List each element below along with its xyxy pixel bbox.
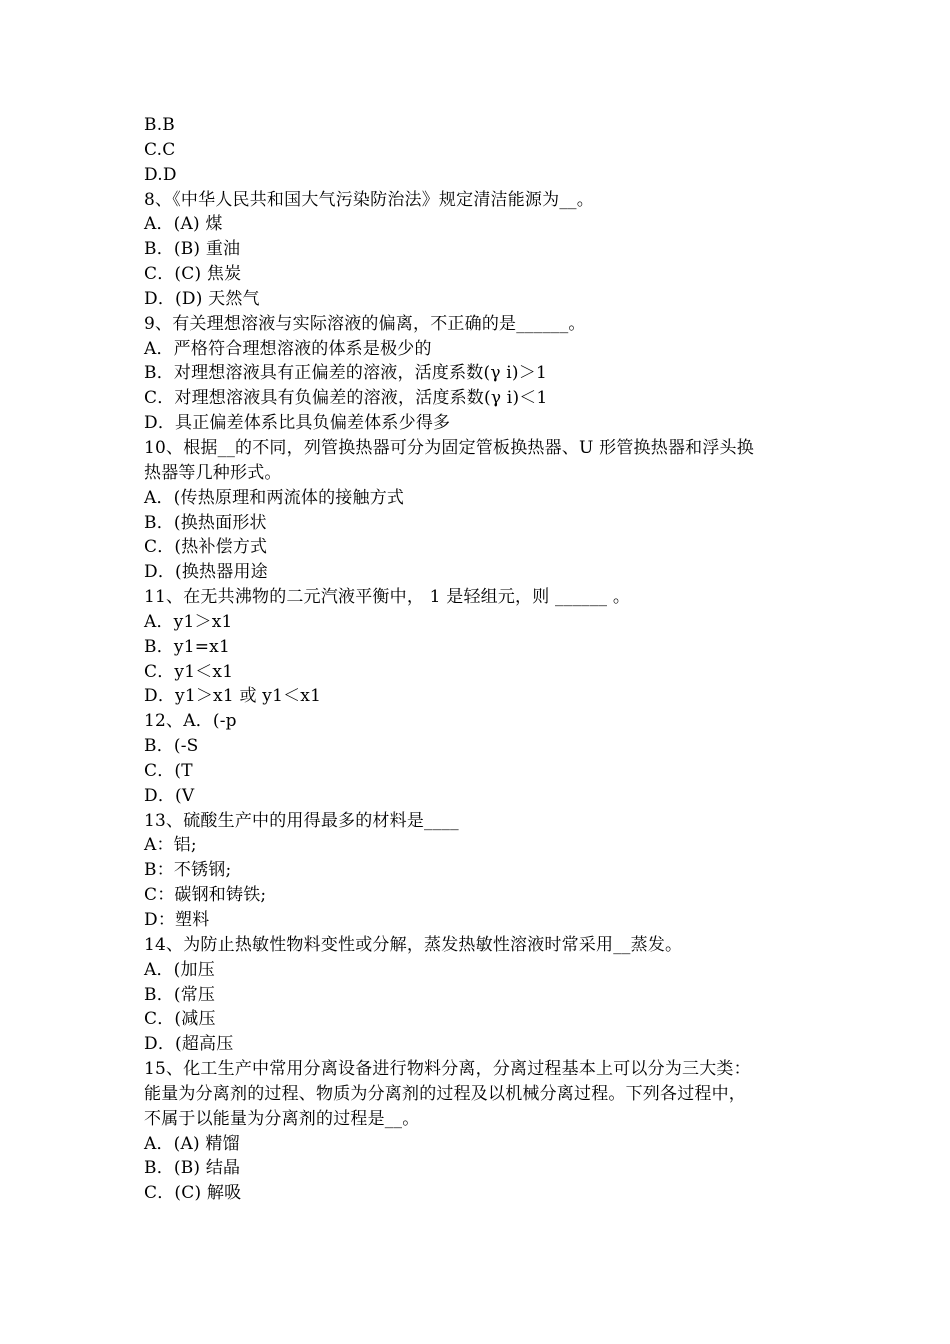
question-9-option-b: B．对理想溶液具有正偏差的溶液，活度系数(γ i)＞1 — [144, 363, 547, 384]
question-14-stem: 14、为防止热敏性物料变性或分解，蒸发热敏性溶液时常采用__蒸发。 — [144, 934, 683, 955]
question-10-stem-continued: 热器等几种形式。 — [144, 462, 282, 483]
question-13-option-b: B：不锈钢; — [144, 860, 232, 881]
text-line: B.B — [144, 115, 175, 135]
question-14-option-b: B．(常压 — [144, 984, 216, 1005]
question-9-option-d: D．具正偏差体系比具负偏差体系少得多 — [144, 413, 451, 434]
question-10-option-a: A．(传热原理和两流体的接触方式 — [144, 487, 405, 508]
question-11-stem: 11、在无共沸物的二元汽液平衡中， 1 是轻组元，则 ______ 。 — [144, 587, 631, 608]
question-10-option-d: D．(换热器用途 — [144, 562, 268, 583]
question-14-option-d: D．(超高压 — [144, 1034, 234, 1055]
question-12-option-c: C．(T — [144, 760, 193, 781]
text-line: C.C — [144, 139, 176, 160]
question-11-option-d: D．y1＞x1 或 y1＜x1 — [144, 686, 322, 707]
question-13-option-d: D：塑料 — [144, 910, 210, 930]
question-8-option-a: A．(A) 煤 — [144, 214, 223, 235]
question-10-option-b: B．(换热面形状 — [144, 512, 267, 533]
question-12-option-b: B．(-S — [144, 736, 199, 757]
text-line: D.D — [144, 164, 177, 185]
question-10-stem: 10、根据__的不同，列管换热器可分为固定管板换热器、U 形管换热器和浮头换 — [144, 437, 754, 458]
question-14-option-a: A．(加压 — [144, 959, 215, 980]
question-12-option-d: D．(V — [144, 785, 195, 806]
question-10-option-c: C．(热补偿方式 — [144, 537, 268, 558]
question-15-option-a: A．(A) 精馏 — [144, 1133, 240, 1154]
question-15-stem-continued: 能量为分离剂的过程、物质为分离剂的过程及以机械分离过程。下列各过程中， — [144, 1083, 746, 1104]
question-8-stem: 8、《中华人民共和国大气污染防治法》规定清洁能源为__。 — [144, 189, 594, 210]
question-8-option-c: C．(C) 焦炭 — [144, 264, 242, 285]
question-11-option-c: C．y1＜x1 — [144, 661, 234, 682]
question-13-stem: 13、硫酸生产中的用得最多的材料是____ — [144, 810, 459, 831]
question-8-option-b: B．(B) 重油 — [144, 239, 241, 260]
question-13-option-c: C：碳钢和铸铁; — [144, 885, 267, 906]
question-11-option-b: B．y1=x1 — [144, 636, 230, 657]
question-8-option-d: D．(D) 天然气 — [144, 288, 260, 309]
question-9-option-a: A．严格符合理想溶液的体系是极少的 — [144, 338, 432, 359]
question-9-stem: 9、有关理想溶液与实际溶液的偏离，不正确的是______。 — [144, 313, 586, 334]
question-15-option-b: B．(B) 结晶 — [144, 1158, 241, 1179]
question-12-stem: 12、A．(-p — [144, 711, 237, 732]
question-15-option-c: C．(C) 解吸 — [144, 1183, 242, 1204]
question-13-option-a: A：铝; — [144, 835, 197, 856]
question-15-stem-continued: 不属于以能量为分离剂的过程是__。 — [144, 1108, 420, 1129]
question-14-option-c: C．(减压 — [144, 1009, 216, 1030]
document-body — [144, 113, 814, 1206]
question-9-option-c: C．对理想溶液具有负偏差的溶液，活度系数(γ i)＜1 — [144, 388, 548, 409]
question-15-stem: 15、化工生产中常用分离设备进行物料分离，分离过程基本上可以分为三大类： — [144, 1059, 751, 1080]
question-11-option-a: A．y1＞x1 — [144, 611, 233, 632]
